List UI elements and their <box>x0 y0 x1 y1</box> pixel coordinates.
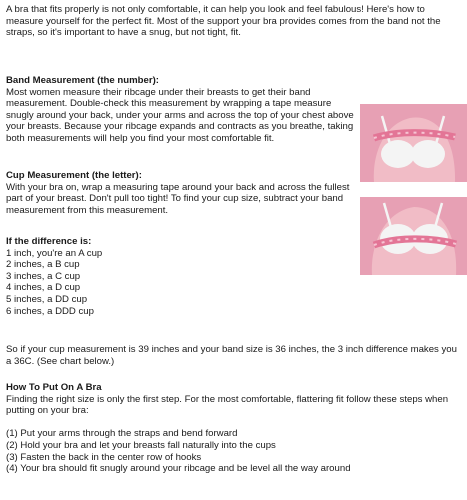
difference-item: 5 inches, a DD cup <box>6 293 88 305</box>
how-to-step: (3) Fasten the back in the center row of hooks <box>6 451 202 463</box>
how-to-heading: How To Put On A Bra <box>6 382 102 393</box>
how-to-step: (4) Your bra should fit snugly around your ribcage and be level all the way around <box>6 463 351 475</box>
example-paragraph: So if your cup measurement is 39 inches and your band size is 36 inches, the 3 inch difference makes you a 36C. (See chart below.) <box>6 344 457 367</box>
difference-item: 1 inch, you're an A cup <box>6 247 103 259</box>
cup-measurement-illustration <box>360 197 467 275</box>
cup-heading: Cup Measurement (the letter): <box>6 170 142 181</box>
spacer <box>6 417 461 429</box>
difference-heading: If the difference is: <box>6 236 92 247</box>
difference-item: 2 inches, a B cup <box>6 259 80 271</box>
difference-item: 3 inches, a C cup <box>6 270 81 282</box>
band-heading: Band Measurement (the number): <box>6 75 159 86</box>
intro-paragraph: A bra that fits properly is not only comfortable, it can help you look and feel fabulous! Here's how to measure yourself for the perfect fit. Most of the support your bra provides comes from the band not the straps, so it's important to have a snug, but not tight, fit. <box>6 4 441 39</box>
band-measurement-photo <box>360 104 467 182</box>
cup-section <box>6 170 358 216</box>
band-text: Most women measure their ribcage under their breasts to get their band measurement. Double-check this measurement by wrapping a tape measure snugly around your back, under your arms and across the top of your chest above your breasts. Because your ribcage expands and contracts as you breathe, taking both measurements will help you find your most comfortable fit. <box>6 86 354 144</box>
cup-text: With your bra on, wrap a measuring tape around your back and across the fullest part of your breast. Don't pull too tight! To find your cup size, subtract your band measurement from this measurement. <box>6 181 350 216</box>
how-to-step: (2) Hold your bra and let your breasts fall naturally into the cups <box>6 439 276 451</box>
bra-cup-right <box>411 140 445 168</box>
how-to-text: Finding the right size is only the first step. For the most comfortable, flattering fit follow these steps when putting on your bra: <box>6 393 449 417</box>
band-measurement-illustration <box>360 104 467 182</box>
cup-measurement-photo <box>360 197 467 275</box>
band-section <box>6 75 358 145</box>
difference-item: 6 inches, a DDD cup <box>6 305 94 317</box>
difference-section <box>6 236 358 317</box>
bra-cup-left <box>381 140 415 168</box>
how-to-step: (1) Put your arms through the straps and bend forward <box>6 428 238 440</box>
how-to-section <box>6 382 461 475</box>
difference-item: 4 inches, a D cup <box>6 282 81 294</box>
